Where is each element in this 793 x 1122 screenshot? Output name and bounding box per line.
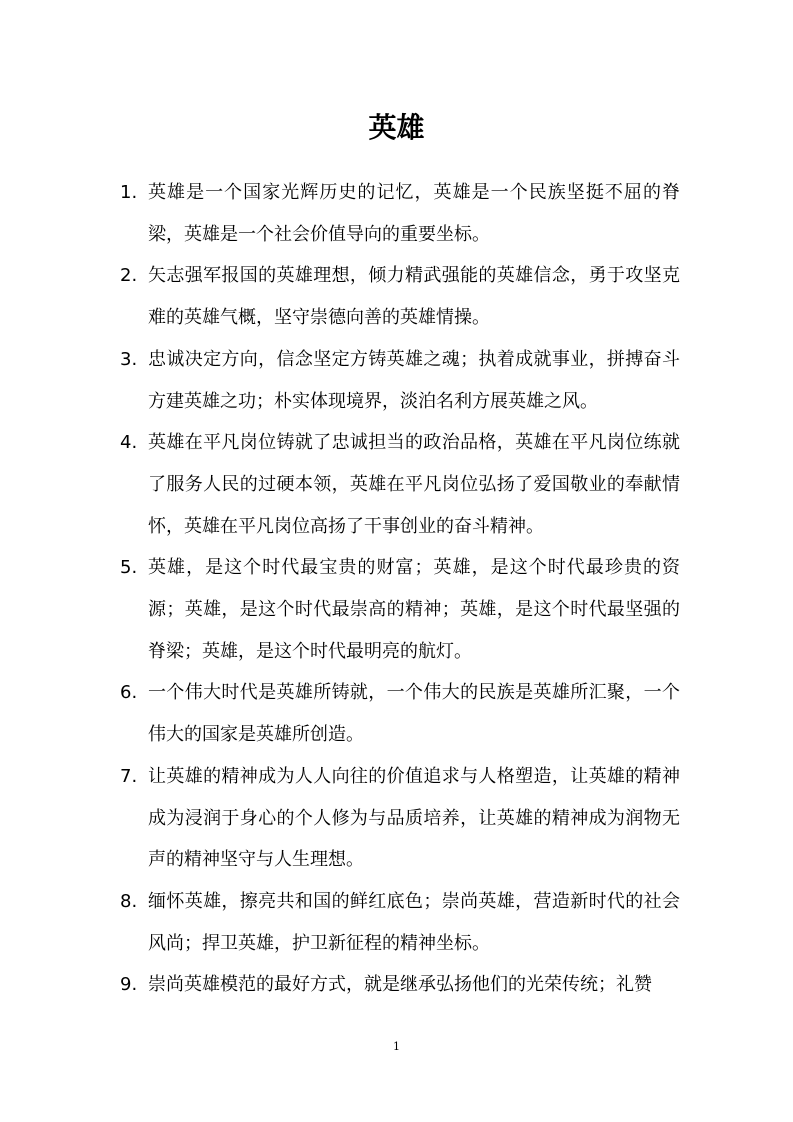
list-item-text: 缅怀英雄，擦亮共和国的鲜红底色；崇尚英雄，营造新时代的社会风尚；捍卫英雄，护卫新征程的精神坐标。 [148,890,680,954]
list-item-number: 4. [120,432,138,454]
list-item-number: 2. [120,265,138,287]
document-title: 英雄 [368,111,425,144]
list-item [120,756,680,881]
list-item-number: 1. [120,182,138,203]
list-item-text: 英雄，是这个时代最宝贵的财富；英雄，是这个时代最珍贵的资源；英雄，是这个时代最崇高的精神；英雄，是这个时代最坚强的脊梁；英雄，是这个时代最明亮的航灯。 [148,557,680,662]
list-item [120,547,680,672]
list-item-text: 忠诚决定方向，信念坚定方铸英雄之魂；执着成就事业，拼搏奋斗方建英雄之功；朴实体现境界，淡泊名利方展英雄之风。 [148,348,680,412]
list-item [120,255,680,338]
list-item-text: 英雄在平凡岗位铸就了忠诚担当的政治品格，英雄在平凡岗位练就了服务人民的过硬本领，英雄在平凡岗位弘扬了爱国敬业的奉献情怀，英雄在平凡岗位高扬了干事创业的奋斗精神。 [148,432,680,537]
list-item-text: 崇尚英雄模范的最好方式，就是继承弘扬他们的光荣传统；礼赞 [148,974,652,996]
list-item-number: 9. [120,974,138,996]
list-item [120,339,680,422]
list-item-text: 矢志强军报国的英雄理想，倾力精武强能的英雄信念，勇于攻坚克难的英雄气概，坚守崇德向善的英雄情操。 [148,265,680,329]
list-item-number: 3. [120,348,138,370]
list-item [120,172,680,255]
list-item-text: 让英雄的精神成为人人向往的价值追求与人格塑造，让英雄的精神成为浸润于身心的个人修为与品质培养，让英雄的精神成为润物无声的精神坚守与人生理想。 [148,765,680,871]
page-number: 1 [393,1040,400,1053]
list-item-number: 7. [120,765,138,787]
list-item-text: 英雄是一个国家光辉历史的记忆，英雄是一个民族坚挺不屈的脊梁，英雄是一个社会价值导向的重要坐标。 [148,182,680,245]
list-item [120,881,680,964]
list-item [120,672,680,755]
numbered-list [120,172,680,1006]
list-item-number: 8. [120,890,138,912]
list-item [120,422,680,547]
list-item-text: 一个伟大时代是英雄所铸就，一个伟大的民族是英雄所汇聚，一个伟大的国家是英雄所创造。 [148,682,680,746]
list-item-number: 6. [120,682,138,704]
list-item-number: 5. [120,557,138,579]
list-item [120,964,680,1006]
